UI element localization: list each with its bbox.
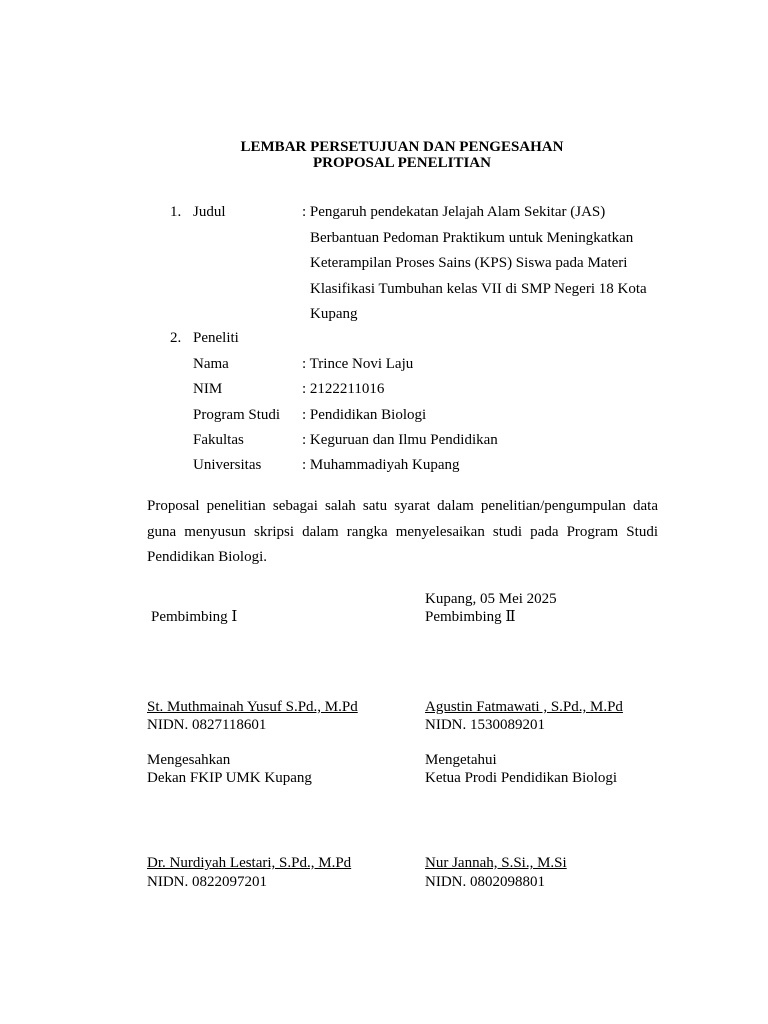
judul-line-2: Berbantuan Pedoman Praktikum untuk Meningkatkan [310,229,634,246]
item-2-label: Peneliti [193,330,239,346]
document-title [0,139,768,171]
title-line-2: PROPOSAL PENELITIAN [313,155,491,171]
field-value-fakultas: : Keguruan dan Ilmu Pendidikan [302,431,498,448]
pembimbing-1-name: St. Muthmainah Yusuf S.Pd., M.Pd [147,699,358,715]
judul-line-1: : Pengaruh pendekatan Jelajah Alam Sekitar (JAS) [302,204,606,220]
dekan-role-1: Mengesahkan [147,752,231,768]
field-value-prodi: : Pendidikan Biologi [302,406,427,423]
title-line-1: LEMBAR PERSETUJUAN DAN PENGESAHAN [240,139,564,155]
judul-line-3: Keterampilan Proses Sains (KPS) Siswa pada Materi [310,255,628,271]
pembimbing-2-name: Agustin Fatmawati , S.Pd., M.Pd [425,699,623,715]
field-label-fakultas: Fakultas [193,431,244,448]
field-label-prodi: Program Studi [193,406,281,423]
item-1-number: 1. [170,204,182,220]
place-date: Kupang, 05 Mei 2025 [425,591,557,607]
field-value-universitas: : Muhammadiyah Kupang [302,457,460,473]
judul-line-4: Klasifikasi Tumbuhan kelas VII di SMP Negeri 18 Kota [310,280,647,297]
field-label-universitas: Universitas [193,457,262,473]
kaprodi-name: Nur Jannah, S.Si., M.Si [425,855,567,871]
kaprodi-role-1: Mengetahui [425,752,497,768]
dekan-nidn: NIDN. 0822097201 [147,874,267,890]
pembimbing-1-nidn: NIDN. 0827118601 [147,717,267,733]
judul-line-5: Kupang [310,306,358,322]
field-value-nama: : Trince Novi Laju [302,355,414,372]
kaprodi-nidn: NIDN. 0802098801 [425,874,545,890]
pembimbing-2-role: Pembimbing Ⅱ [425,609,516,625]
dekan-role-2: Dekan FKIP UMK Kupang [147,770,312,786]
field-value-nim: : 2122211016 [302,381,385,397]
pembimbing-2-nidn: NIDN. 1530089201 [425,717,545,733]
body-paragraph: Proposal penelitian sebagai salah satu syarat dalam penelitian/pengumpulan data guna menyusun skripsi dalam rangka menyelesaikan studi pada Program Studi Pendidikan Biologi. [147,498,658,565]
pembimbing-1-role: Pembimbing Ⅰ [151,609,238,625]
field-label-nama: Nama [193,355,229,372]
item-1-label: Judul [193,204,226,220]
field-label-nim: NIM [193,381,223,397]
item-2-number: 2. [170,330,182,346]
kaprodi-role-2: Ketua Prodi Pendidikan Biologi [425,770,618,786]
dekan-name: Dr. Nurdiyah Lestari, S.Pd., M.Pd [147,855,352,871]
